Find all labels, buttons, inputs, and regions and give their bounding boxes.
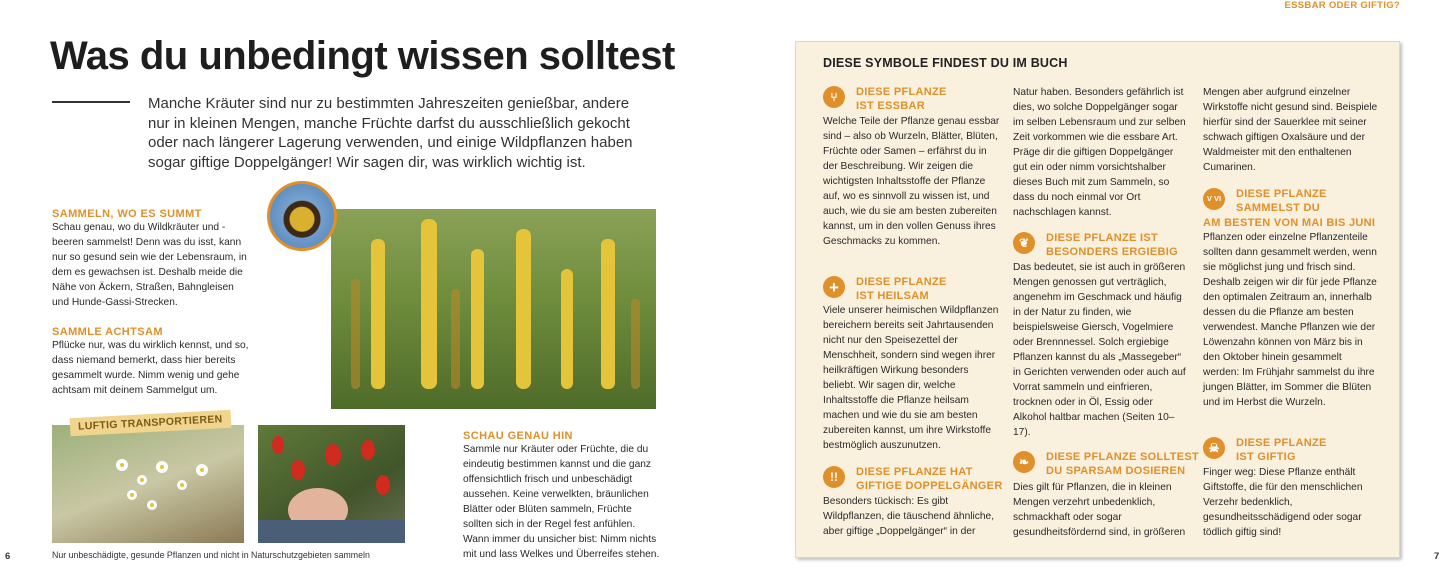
item-doppelgaenger-text-cont: Natur haben. Besonders gefährlich ist dies, wo solche Doppelgänger sogar im selben Lebensraum und zur selben Zeit vorkommen wie die essbare Art. Präge dir die giftigen Doppelgänger gut ein oder nimm vorsichtshalber dieses Buch mit zum Sammeln, so dass du noch einmal vor Ort nachschlagen kannst. [1013, 87, 1186, 218]
section-heading: SAMMELN, WO ES SUMMT [52, 208, 202, 220]
mullein-photo [331, 209, 656, 409]
item-heading-line: DIESE PFLANZE [1236, 188, 1327, 200]
calendar-icon-label: V VI [1206, 194, 1222, 204]
section-achtsam [52, 326, 252, 398]
item-essbar-heading [856, 85, 947, 113]
item-doppelgaenger-heading [856, 465, 1003, 493]
item-heading-line: IST GIFTIG [1236, 451, 1296, 463]
cross-icon: + [823, 276, 845, 298]
cutlery-icon: ⑂ [823, 86, 845, 108]
item-ergiebig-text: Das bedeutet, sie ist auch in größeren Mengen genossen gut verträglich, angenehm im Geschmack und häufig in der Natur zu finden, wie beispielsweise Giersch, Vogelmiere oder Brennnessel. Solch ergiebige Pflanzen kannst du als „Massegeber“ in Gerichten verwenden oder auch auf Vorrat sammeln und einfrieren, trocknen oder in Öl, Essig oder Alkohol haltbar machen (Seiten 10–17). [1013, 262, 1186, 438]
item-heading-line: IST ESSBAR [856, 100, 926, 112]
chamomile-illustration [52, 425, 244, 543]
item-doppelgaenger-text: Besonders tückisch: Es gibt Wildpflanzen, die täuschend ähnliche, aber giftige „Doppelgänger“ in der [823, 496, 995, 537]
box-title: DIESE SYMBOLE FINDEST DU IM BUCH [823, 56, 1068, 70]
item-giftig-text: Finger weg: Diese Pflanze enthält Giftstoffe, die für den menschlichen Verzehr bedenklich, gesundheitsschädigend oder sogar tödlich giftig sind! [1203, 467, 1363, 538]
page-title: Was du unbedingt wissen solltest [50, 34, 675, 78]
leaf-icon: ❧ [1013, 451, 1035, 473]
running-head: ESSBAR ODER GIFTIG? [1284, 0, 1400, 11]
item-giftig-heading [1236, 436, 1327, 464]
section-heading: SCHAU GENAU HIN [463, 430, 573, 442]
item-sammelzeit-heading-line3: AM BESTEN VON MAI BIS JUNI [1203, 217, 1376, 229]
item-ergiebig-heading [1046, 231, 1178, 259]
page-number-left: 6 [5, 551, 11, 562]
leaves-icon: ❦ [1013, 232, 1035, 254]
item-heading-line: DIESE PFLANZE [1236, 437, 1327, 449]
image-caption: Nur unbeschädigte, gesunde Pflanzen und nicht in Naturschutzgebieten sammeln [52, 550, 370, 560]
basket-photo [52, 425, 244, 543]
rosehip-photo [258, 425, 405, 543]
item-heading-line: DU SPARSAM DOSIEREN [1046, 465, 1186, 477]
intro-divider [52, 101, 130, 103]
item-heading-line: DIESE PFLANZE SOLLTEST [1046, 451, 1200, 463]
rosehip-illustration [258, 425, 405, 543]
item-heading-line: DIESE PFLANZE [856, 86, 947, 98]
section-text: Schau genau, wo du Wildkräuter und -beeren sammelst! Denn was du isst, kann nur so gesund sein wie der Lebensraum, in dem es gewachsen ist. Deshalb meide die Nähe von Äckern, Straßen, Bahngleisen und Hunde-Gassi-Strecken. [52, 222, 247, 308]
item-heilsam-heading [856, 275, 947, 303]
item-sammelzeit-text: Pflanzen oder einzelne Pflanzenteile sollten dann gesammelt werden, wenn sie möglichst jung und frisch sind. Deshalb zeigen wir dir für jede Pflanze den optimalen Zeitraum an, innerhalb dessen du die Pflanze am besten verwendest. Manche Pflanzen wie der Löwenzahn können von März bis in den Oktober hinein gesammelt werden: Im Frühjahr sammelst du ihre jungen Blätter, im Sommer die Blüten und im Herbst die Wurzeln. [1203, 232, 1377, 408]
warning-icon: !! [823, 466, 845, 488]
photo-tag: LUFTIG TRANSPORTIEREN [70, 410, 231, 436]
calendar-icon [1203, 188, 1225, 210]
mullein-illustration [331, 209, 656, 409]
section-text: Pflücke nur, was du wirklich kennst, und so, dass niemand bemerkt, dass hier bereits gesammelt wurde. Nimm wenig und gehe achtsam mit deinem Sammelgut um. [52, 340, 249, 396]
section-text: Sammle nur Kräuter oder Früchte, die du eindeutig bestimmen kannst und die ganz offensichtlich frisch und unbeschädigt aussehen. Keine verwelkten, bräunlichen Blätter oder Blüten sammeln, Früchte sollten sich in der Regel fest anfühlen. Wann immer du unsicher bist: Nimm nichts mit und lass Welkes und Überreifes stehen. [463, 444, 660, 560]
bee-photo [267, 181, 337, 251]
item-heading-line: DIESE PFLANZE HAT [856, 466, 973, 478]
section-schau-genau [463, 430, 663, 562]
section-heading: SAMMLE ACHTSAM [52, 326, 163, 338]
item-heading-line: IST HEILSAM [856, 290, 929, 302]
item-heading-line: BESONDERS ERGIEBIG [1046, 246, 1178, 258]
item-heilsam-text: Viele unserer heimischen Wildpflanzen bereichern bereits seit Jahrtausenden nicht nur den Speisezettel der Menschheit, sondern sind wegen ihrer heilkräftigen Wirkung besonders beliebt. Wir sagen dir, welche Inhaltsstoffe die Pflanze heilsam machen und wie du sie am besten zubereiten kannst, um ihre Wirkstoffe bestmöglich auszunutzen. [823, 305, 999, 451]
item-sparsam-heading [1046, 450, 1199, 478]
item-heading-line: SAMMELST DU [1236, 202, 1320, 214]
item-essbar-text: Welche Teile der Pflanze genau essbar sind – also ob Wurzeln, Blätter, Blüten, Früchte oder Samen – erfährst du in der Beschreibung. Wir zeigen die wichtigsten Inhaltsstoffe der Pflanze auf, wo es sinnvoll zu wissen ist, und auch, wie du sie am besten zubereiten kannst, um in den vollen Genuss ihres Geschmacks zu kommen. [823, 116, 1000, 247]
item-heading-line: DIESE PFLANZE IST [1046, 232, 1159, 244]
item-heading-line: GIFTIGE DOPPELGÄNGER [856, 480, 1003, 492]
section-sammeln [52, 208, 252, 310]
page-number-right: 7 [1434, 551, 1440, 562]
skull-icon: ☠ [1203, 437, 1225, 459]
item-sammelzeit-heading [1236, 187, 1327, 215]
intro-text: Manche Kräuter sind nur zu bestimmten Jahreszeiten genießbar, andere nur in kleinen Mengen, manche Früchte darfst du ausschließlich gekocht oder nach längerer Lagerung verwenden, und einige Wildpflanzen haben sogar giftige Doppelgänger! Wir sagen dir, was wirklich wichtig ist. [148, 95, 633, 171]
item-sparsam-text: Dies gilt für Pflanzen, die in kleinen Mengen verzehrt unbedenklich, schmackhaft oder sogar gesundheitsfördernd sind, in größeren [1013, 482, 1186, 538]
item-heading-line: DIESE PFLANZE [856, 276, 947, 288]
item-sparsam-text-cont: Mengen aber aufgrund einzelner Wirkstoffe nicht gesund sind. Beispiele hierfür sind der Sauerklee mit seiner schwach giftigen Oxalsäure und der Waldmeister mit den enthaltenen Cumarinen. [1203, 87, 1378, 173]
